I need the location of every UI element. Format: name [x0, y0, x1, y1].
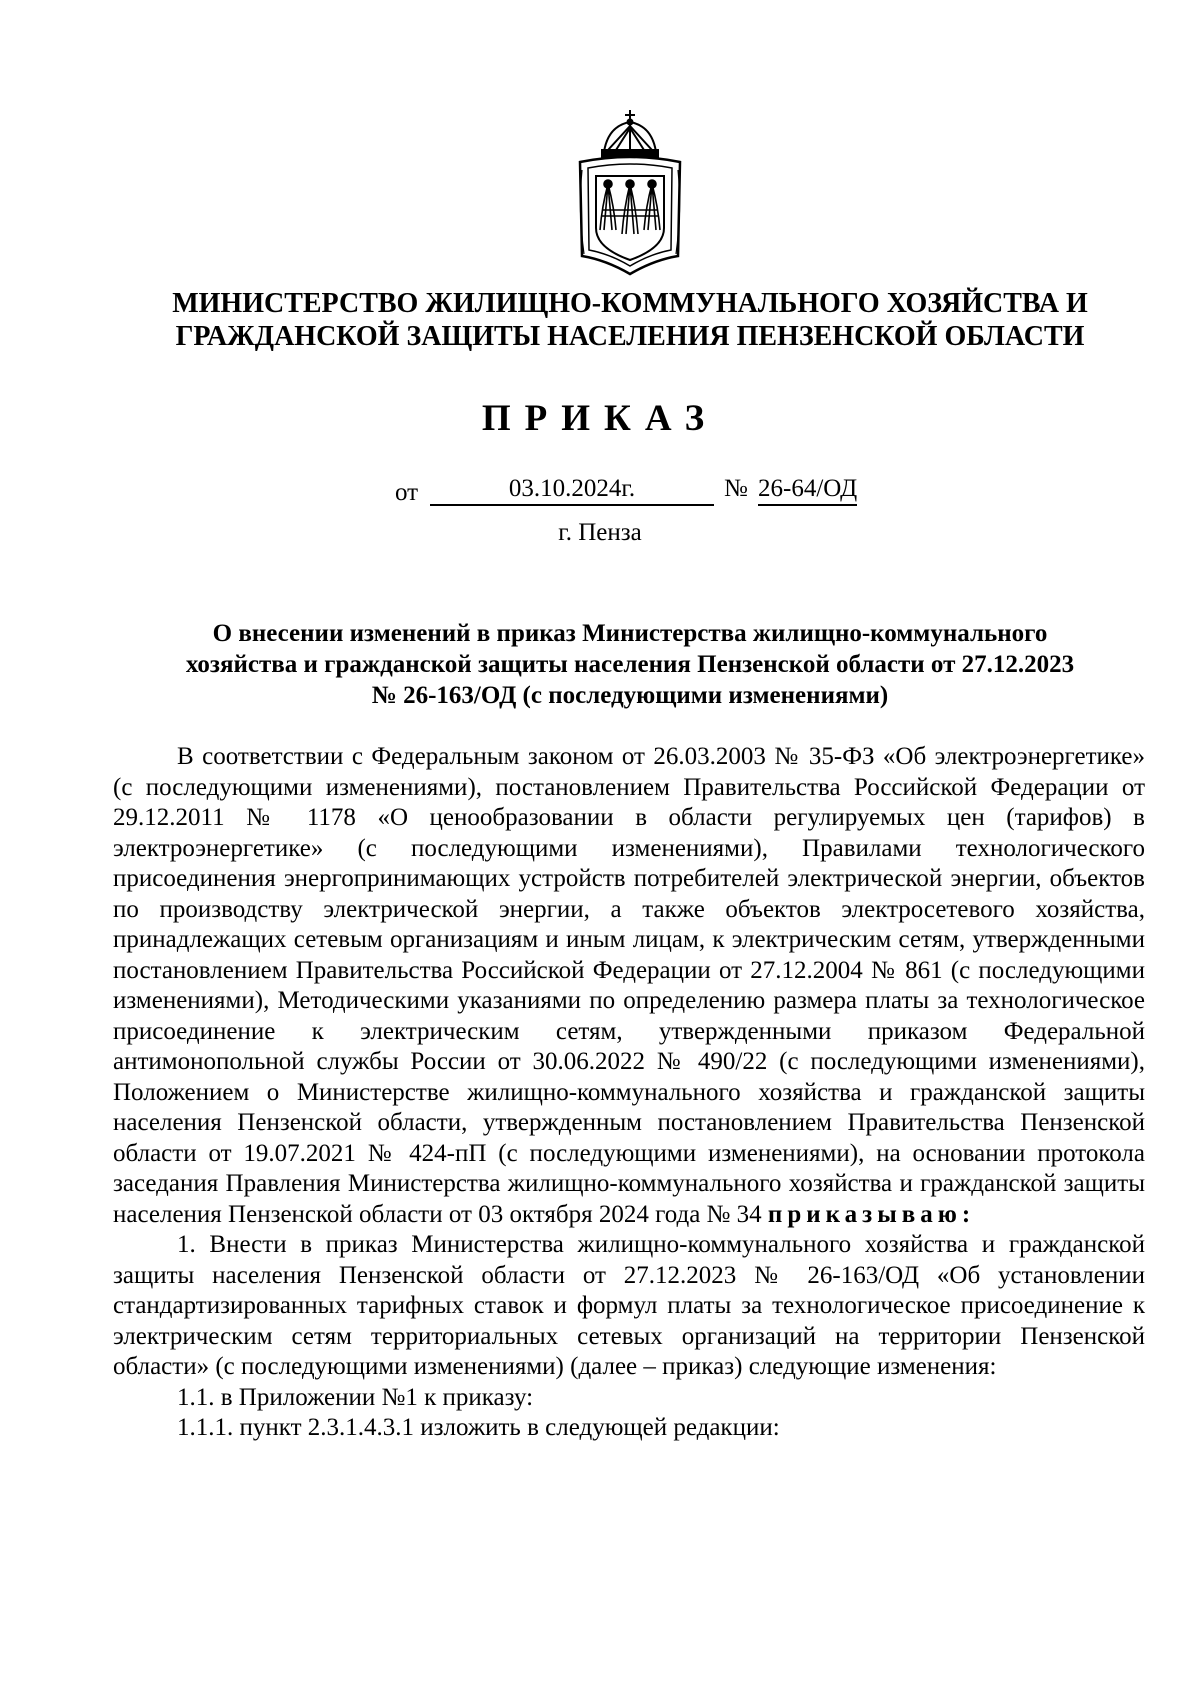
document-number: 26-64/ОД — [758, 475, 857, 506]
document-body — [113, 742, 1145, 1444]
organization-name-line1: МИНИСТЕРСТВО ЖИЛИЩНО-КОММУНАЛЬНОГО ХОЗЯЙСТВА И — [172, 288, 1088, 319]
number-prefix: № — [724, 475, 748, 502]
document-subject — [110, 618, 1150, 711]
preamble-text: В соответствии с Федеральным законом от 26.03.2003 № 35-ФЗ «Об электроэнергетике» (с последующими изменениями), постановлением Правительства Российской Федерации от 29.12.2011 № 1178 «О ценообразовании в области регулируемых цен (тарифов) в электроэнергетике» (с последующими изменениями), Правилами технологического присоединения энергопринимающих устройств потребителей электрической энергии, объектов по производству электрической энергии, а также объектов электросетевого хозяйства, принадлежащих сетевым организациям и иным лицам, к электрическим сетям, утвержденными постановлением Правительства Российской Федерации от 27.12.2004 № 861 (с последующими изменениями), Методическими указаниями по определению размера платы за технологическое присоединение к электрическим сетям, утвержденными приказом Федеральной антимонопольной службы России от 30.06.2022 № 490/22 (с последующими изменениями), Положением о Министерстве жилищно-коммунального хозяйства и гражданской защиты населения Пензенской области, утвержденным постановлением Правительства Пензенской области от 19.07.2021 № 424-пП (с последующими изменениями), на основании протокола заседания Правления Министерства жилищно-коммунального хозяйства и гражданской защиты населения Пензенской области от 03 октября 2024 года № 34 — [113, 743, 1145, 1228]
preamble-paragraph — [113, 742, 1145, 1230]
item-1-paragraph: 1. Внести в приказ Министерства жилищно-коммунального хозяйства и гражданской защиты населения Пензенской области от 27.12.2023 № 26-163/ОД «Об установлении стандартизированных тарифных ставок и формул платы за технологическое присоединение к электрическим сетям территориальных сетевых организаций на территории Пензенской области» (с последующими изменениями) (далее – приказ) следующие изменения: — [113, 1231, 1145, 1380]
organization-name — [110, 287, 1150, 353]
city: г. Пенза — [558, 519, 642, 546]
coat-of-arms-emblem — [574, 110, 686, 276]
order-word: приказываю: — [767, 1200, 976, 1228]
document-date: 03.10.2024г. — [430, 475, 714, 506]
date-prefix: от — [395, 479, 419, 506]
document-type-title: ПРИКАЗ — [481, 398, 719, 439]
date-number-line — [0, 475, 1200, 511]
subject-line2: хозяйства и гражданской защиты населения Пензенской области от 27.12.2023 — [185, 651, 1075, 678]
item-1-1-1-paragraph: 1.1.1. пункт 2.3.1.4.3.1 изложить в следующей редакции: — [177, 1414, 780, 1441]
subject-line3: № 26-163/ОД (с последующими изменениями) — [371, 682, 889, 709]
organization-name-line2: ГРАЖДАНСКОЙ ЗАЩИТЫ НАСЕЛЕНИЯ ПЕНЗЕНСКОЙ ОБЛАСТИ — [175, 321, 1085, 352]
subject-line1: О внесении изменений в приказ Министерства жилищно-коммунального — [212, 620, 1048, 647]
item-1-1-paragraph: 1.1. в Приложении №1 к приказу: — [177, 1383, 534, 1411]
